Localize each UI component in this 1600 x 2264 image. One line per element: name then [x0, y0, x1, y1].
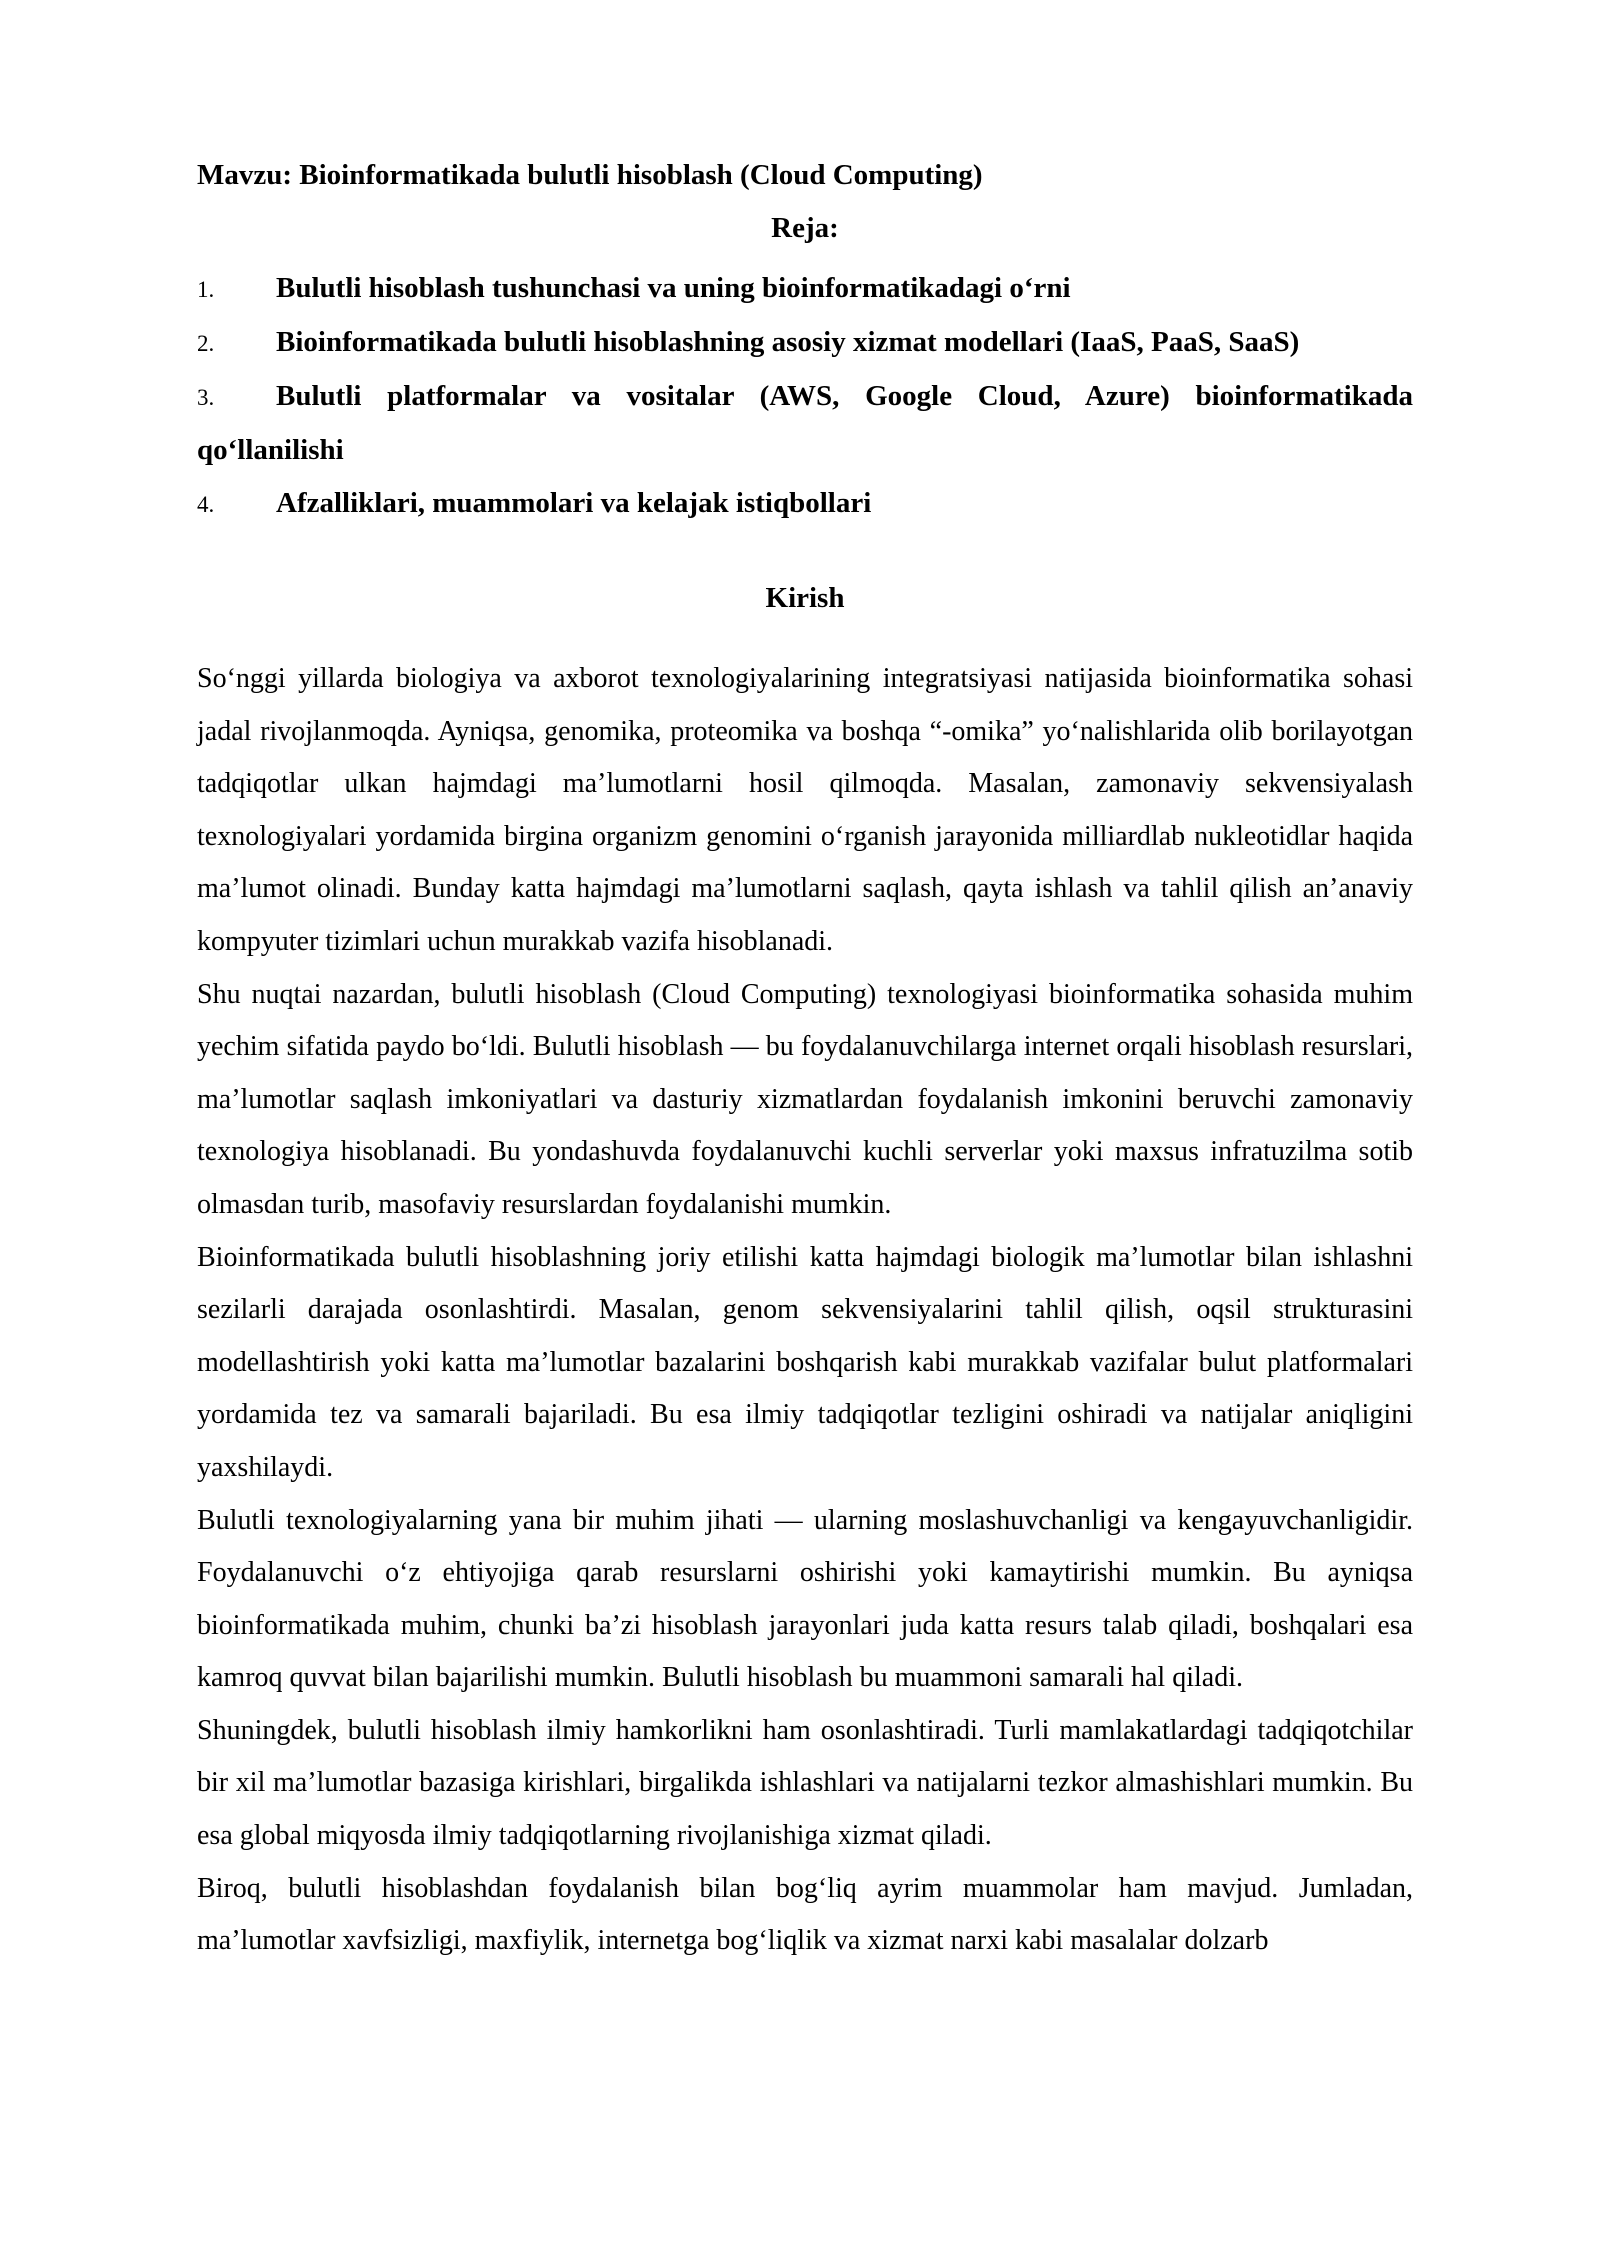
- paragraph: Bulutli texnologiyalarning yana bir muhim jihati — ularning moslashuvchanligi va kengayuvchanligidir. Foydalanuvchi o‘z ehtiyojiga qarab resurslarni oshirishi yoki kamaytirishi mumkin. Bu ayniqsa bioinformatikada muhim, chunki ba’zi hisoblash jarayonlari juda katta resurs talab qiladi, boshqalari esa kamroq quvvat bilan bajarilishi mumkin. Bulutli hisoblash bu muammoni samarali hal qiladi.: [197, 1504, 1413, 1694]
- section-heading: Kirish: [765, 582, 845, 614]
- plan-item: [197, 262, 1413, 316]
- plan-item-number: 1.: [197, 277, 215, 302]
- paragraph: So‘nggi yillarda biologiya va axborot texnologiyalarining integratsiyasi natijasida bioinformatika sohasi jadal rivojlanmoqda. Ayniqsa, genomika, proteomika va boshqa “-omika” yo‘nalishlarida olib borilayotgan tadqiqotlar ulkan hajmdagi ma’lumotlarni hosil qilmoqda. Masalan, zamonaviy sekvensiyalash texnologiyalari yordamida birgina organizm genomini o‘rganish jarayonida milliardlab nukleotidlar haqida ma’lumot olinadi. Bunday katta hajmdagi ma’lumotlarni saqlash, qayta ishlash va tahlil qilish an’anaviy kompyuter tizimlari uchun murakkab vazifa hisoblanadi.: [197, 663, 1413, 957]
- plan-item: [197, 316, 1413, 370]
- plan-item-text: Bulutli platformalar va vositalar (AWS, Google Cloud, Azure) bioinformatikada: [276, 380, 1413, 412]
- paragraph: Biroq, bulutli hisoblashdan foydalanish bilan bog‘liq ayrim muammolar ham mavjud. Jumladan, ma’lumotlar xavfsizligi, maxfiylik, internetga bog‘liqlik va xizmat narxi kabi masalalar dolzarb: [197, 1872, 1413, 1957]
- plan-list: [197, 262, 1413, 531]
- plan-item-text: Bioinformatikada bulutli hisoblashning asosiy xizmat modellari (IaaS, PaaS, SaaS): [276, 326, 1300, 358]
- plan-item-number: 4.: [197, 492, 215, 517]
- paragraph: Shuningdek, bulutli hisoblash ilmiy hamkorlikni ham osonlashtiradi. Turli mamlakatlardagi tadqiqotchilar bir xil ma’lumotlar bazasiga kirishlari, birgalikda ishlashlari va natijalarni tezkor almashishlari mumkin. Bu esa global miqyosda ilmiy tadqiqotlarning rivojlanishiga xizmat qiladi.: [197, 1714, 1413, 1852]
- document-topic: Mavzu: Bioinformatikada bulutli hisoblash (Cloud Computing): [197, 159, 983, 191]
- body-text: [197, 653, 1413, 1968]
- plan-item-text: Afzalliklari, muammolari va kelajak istiqbollari: [276, 487, 872, 519]
- plan-item-number: 3.: [197, 385, 215, 410]
- paragraph: Bioinformatikada bulutli hisoblashning joriy etilishi katta hajmdagi biologik ma’lumotlar bilan ishlashni sezilarli darajada osonlashtirdi. Masalan, genom sekvensiyalarini tahlil qilish, oqsil strukturasini modellashtirish yoki katta ma’lumotlar bazalarini boshqarish kabi murakkab vazifalar bulut platformalari yordamida tez va samarali bajariladi. Bu esa ilmiy tadqiqotlar tezligini oshiradi va natijalar aniqligini yaxshilaydi.: [197, 1241, 1413, 1483]
- plan-item: [197, 477, 1413, 531]
- plan-title: Reja:: [771, 212, 839, 244]
- plan-item-text-continued: qo‘llanilishi: [197, 434, 344, 466]
- plan-item-first-line: [197, 370, 1413, 424]
- plan-item-text: Bulutli hisoblash tushunchasi va uning bioinformatikadagi o‘rni: [276, 272, 1071, 304]
- paragraph: Shu nuqtai nazardan, bulutli hisoblash (Cloud Computing) texnologiyasi bioinformatika sohasida muhim yechim sifatida paydo bo‘ldi. Bulutli hisoblash — bu foydalanuvchilarga internet orqali hisoblash resurslari, ma’lumotlar saqlash imkoniyatlari va dasturiy xizmatlardan foydalanish imkonini beruvchi zamonaviy texnologiya hisoblanadi. Bu yondashuvda foydalanuvchi kuchli serverlar yoki maxsus infratuzilma sotib olmasdan turib, masofaviy resurslardan foydalanishi mumkin.: [197, 978, 1413, 1220]
- plan-item-number: 2.: [197, 331, 215, 356]
- plan-item: [197, 370, 1413, 477]
